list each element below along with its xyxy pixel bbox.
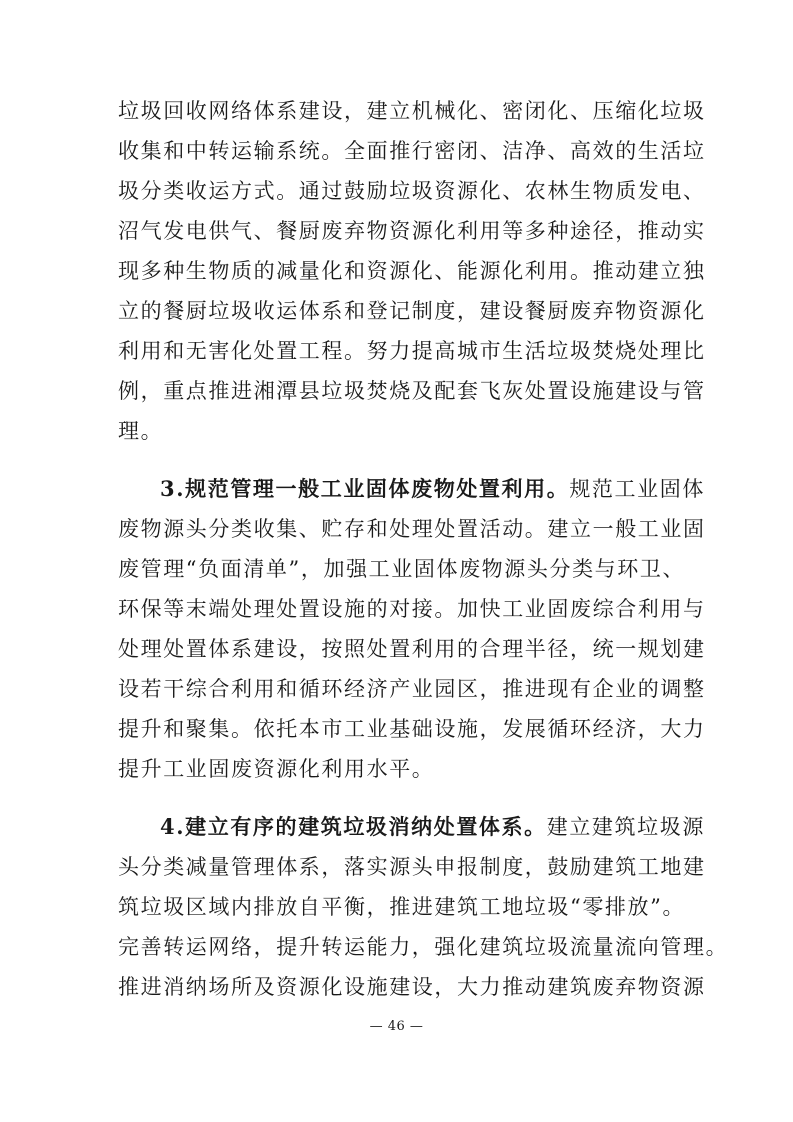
text-line: 环保等末端处理处置设施的对接。加快工业固废综合利用与 — [118, 597, 706, 621]
text-line: 提升和聚集。依托本市工业基础设施，发展循环经济，大力 — [118, 717, 706, 741]
text-span: 建立建筑垃圾源 — [546, 815, 705, 839]
text-line: 例，重点推进湘潭县垃圾焚烧及配套飞灰处置设施建设与管 — [118, 379, 706, 403]
text-line: 圾分类收运方式。通过鼓励垃圾资源化、农林生物质发电、 — [118, 179, 706, 203]
text-line: 设若干综合利用和循环经济产业园区，推进现有企业的调整 — [118, 677, 706, 701]
page-number: — 46 — — [369, 1019, 424, 1034]
text-line: 完善转运网络，提升转运能力，强化建筑垃圾流量流向管理。 — [118, 935, 729, 959]
text-line: 废物源头分类收集、贮存和处理处置活动。建立一般工业固 — [118, 517, 706, 541]
text-line: 沼气发电供气、餐厨废弃物资源化利用等多种途径，推动实 — [118, 219, 706, 243]
text-line — [160, 474, 705, 504]
text-line: 收集和中转运输系统。全面推行密闭、洁净、高效的生活垃 — [118, 139, 706, 163]
text-line: 现多种生物质的减量化和资源化、能源化利用。推动建立独 — [118, 259, 706, 283]
text-line: 筑垃圾区域内排放自平衡，推进建筑工地垃圾“零排放”。 — [118, 895, 686, 919]
text-line: 理。 — [118, 419, 164, 443]
section-heading: 3.规范管理一般工业固体废物处置利用。 — [160, 476, 570, 501]
text-line: 立的餐厨垃圾收运体系和登记制度，建设餐厨废弃物资源化 — [118, 299, 706, 323]
section-heading: 4.建立有序的建筑垃圾消纳处置体系。 — [160, 814, 547, 839]
text-line: 利用和无害化处置工程。努力提高城市生活垃圾焚烧处理比 — [118, 339, 706, 363]
text-line: 垃圾回收网络体系建设，建立机械化、密闭化、压缩化垃圾 — [118, 99, 706, 123]
text-line — [160, 812, 705, 842]
text-line: 推进消纳场所及资源化设施建设，大力推动建筑废弃物资源 — [118, 975, 706, 999]
text-line: 提升工业固废资源化利用水平。 — [118, 757, 435, 781]
text-line: 头分类减量管理体系，落实源头申报制度，鼓励建筑工地建 — [118, 855, 706, 879]
text-line: 处理处置体系建设，按照处置利用的合理半径，统一规划建 — [118, 637, 706, 661]
text-line: 废管理“负面清单”，加强工业固体废物源头分类与环卫、 — [118, 557, 686, 581]
text-span: 规范工业固体 — [569, 477, 705, 501]
